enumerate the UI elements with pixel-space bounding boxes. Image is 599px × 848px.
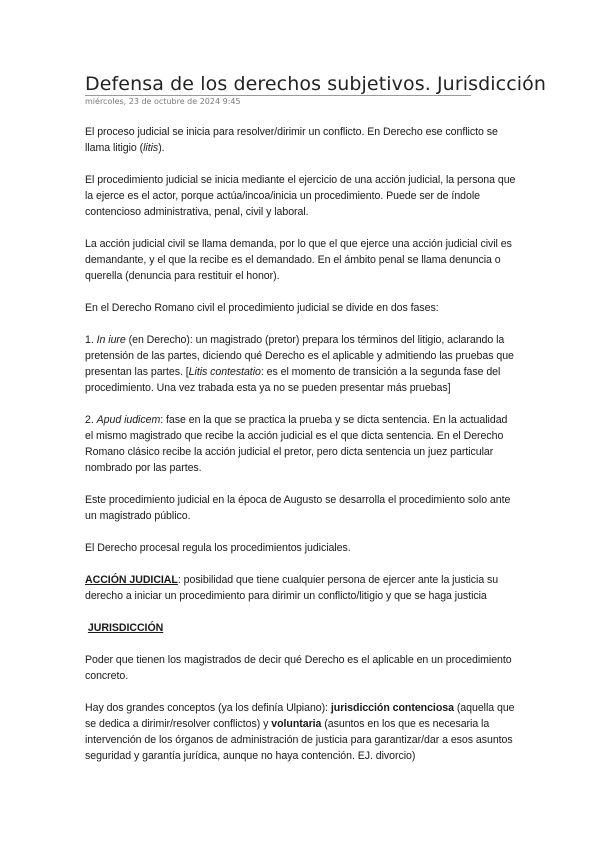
paragraph-text: (aquella que se dedica a dirimir/resolver conflictos) y xyxy=(85,702,515,730)
paragraph-text: : posibilidad que tiene cualquier persona de ejercer ante la justicia su derecho a iniciar un procedimiento para dirimir un conflicto/litigio y que se haga justicia xyxy=(85,574,499,602)
bold-term: jurisdicción contenciosa xyxy=(330,702,454,714)
section-heading-text: JURISDICCIÓN xyxy=(87,622,164,634)
list-item-apud-iudicem xyxy=(85,412,517,476)
list-number: 1. xyxy=(85,334,97,346)
paragraph-augusto: Este procedimiento judicial en la época de Augusto se desarrolla el procedimiento solo ante un magistrado público. xyxy=(85,494,511,522)
title-divider xyxy=(85,95,471,96)
paragraph-text: (asuntos en los que es necesaria la intervención de los órganos de administración de justicia para garantizar/dar a esos asuntos seguridad y garantía jurídica, aunque no haya contención. EJ. divorcio) xyxy=(85,718,513,762)
paragraph-text: : fase en la que se practica la prueba y se dicta sentencia. En la actualidad el mismo magistrado que recibe la acción judicial es el que dicta sentencia. En el Derecho Romano clásico recibe la acción judicial el pretor, pero dicta sentencia un juez particular nombrado por las partes. xyxy=(85,414,508,474)
note-body xyxy=(85,124,517,780)
paragraph-text: Hay dos grandes conceptos (ya los definía Ulpiano): xyxy=(85,702,331,714)
italic-term: litis xyxy=(143,142,159,154)
paragraph-text: ). xyxy=(158,142,165,154)
paragraph-proceso xyxy=(85,124,517,156)
bold-term: voluntaria xyxy=(271,718,322,730)
list-item-in-iure xyxy=(85,332,517,396)
paragraph-derecho-procesal: El Derecho procesal regula los procedimientos judiciales. xyxy=(85,542,351,554)
paragraph-fases-intro: En el Derecho Romano civil el procedimiento judicial se divide en dos fases: xyxy=(85,302,439,314)
italic-term: In iure xyxy=(96,334,126,346)
section-heading xyxy=(85,620,517,636)
paragraph-text: (en Derecho): un magistrado (pretor) prepara los términos del litigio, aclarando la pretensión de las partes, diciendo qué Derecho es el aplicable y admitiendo las pruebas que presentan las partes. [ xyxy=(85,334,514,378)
paragraph-accion-judicial xyxy=(85,572,517,604)
paragraph-poder: Poder que tienen los magistrados de decir qué Derecho es el aplicable en un procedimiento concreto. xyxy=(85,654,512,682)
paragraph-conceptos xyxy=(85,700,517,764)
italic-term: Litis contestatio xyxy=(188,366,261,378)
page-title: Defensa de los derechos subjetivos. Jurisdicción xyxy=(85,73,546,95)
list-number: 2. xyxy=(85,414,97,426)
paragraph-text: El proceso judicial se inicia para resolver/dirimir un conflicto. En Derecho ese conflicto se llama litigio ( xyxy=(85,126,498,154)
paragraph-demanda: La acción judicial civil se llama demanda, por lo que el que ejerce una acción judicial civil es demandante, y el que la recibe es el demandado. En el ámbito penal se llama denuncia o querella (denuncia para restituir el honor). xyxy=(85,238,512,282)
note-timestamp: miércoles, 23 de octubre de 2024 9:45 xyxy=(85,97,241,106)
paragraph-procedimiento: El procedimiento judicial se inicia mediante el ejercicio de una acción judicial, la persona que la ejerce es el actor, porque actúa/incoa/inicia un procedimiento. Puede ser de índole contencioso administrativa, penal, civil y laboral. xyxy=(85,174,516,218)
paragraph-text: : es el momento de transición a la segunda fase del procedimiento. Una vez trabada esta ya no se pueden presentar más pruebas] xyxy=(85,366,501,394)
italic-term: Apud iudicem xyxy=(96,414,161,426)
definition-term: ACCIÓN JUDICIAL xyxy=(85,574,178,586)
